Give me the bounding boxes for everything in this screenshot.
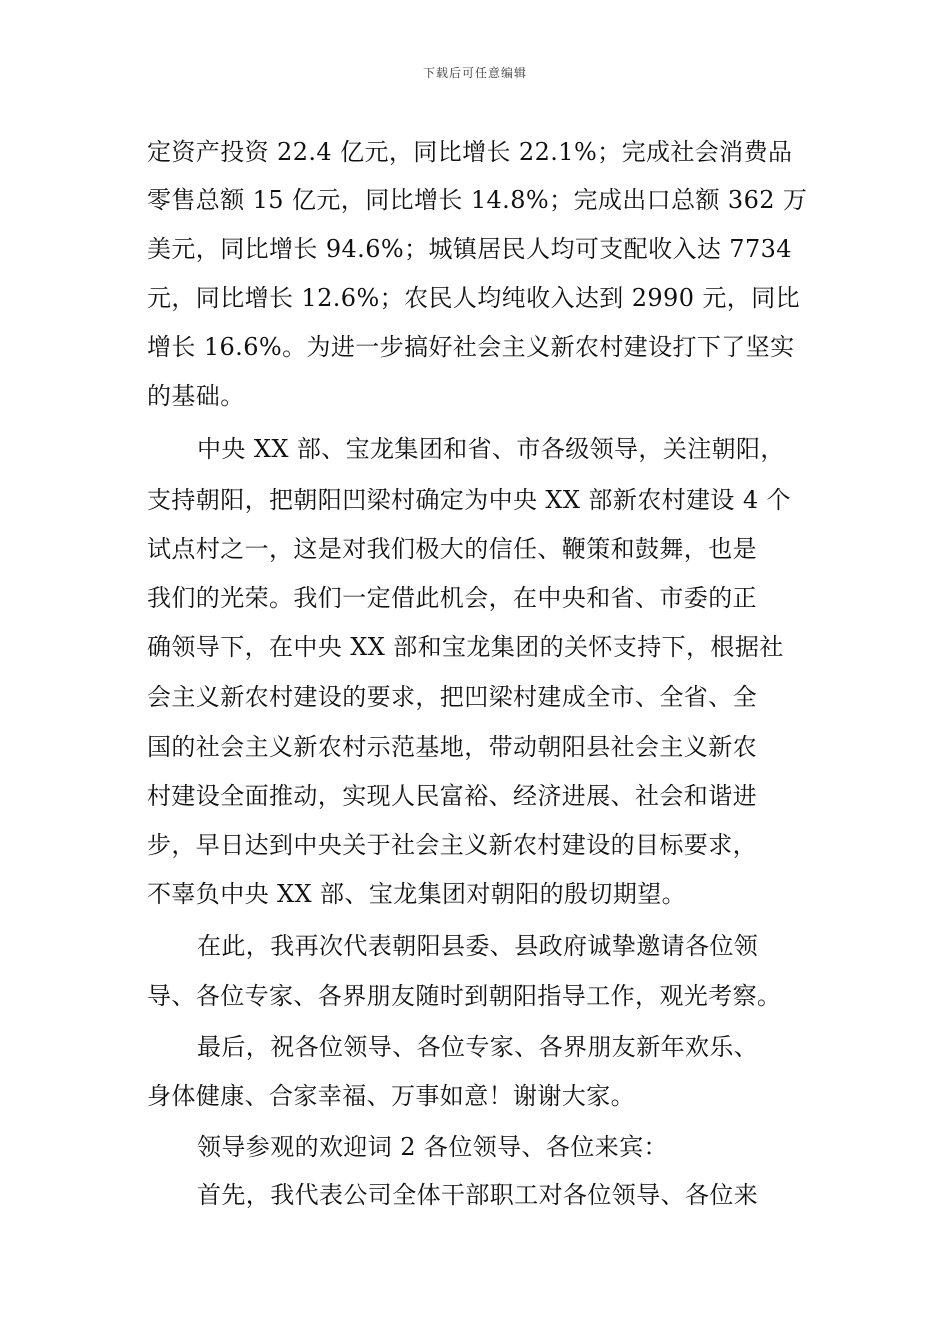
text-line: 导、各位专家、各界朋友随时到朝阳指导工作，观光考察。 (147, 982, 782, 1010)
page-header: 下载后可任意编辑 (422, 66, 527, 80)
text-line: 试点村之一，这是对我们极大的信任、鞭策和鼓舞，也是 (147, 535, 757, 563)
text-line: 国的社会主义新农村示范基地，带动朝阳县社会主义新农 (147, 733, 757, 761)
text-line: 美元，同比增长 94.6%；城镇居民人均可支配收入达 7734 (147, 235, 792, 263)
paragraph-first-line: 在此，我再次代表朝阳县委、县政府诚挚邀请各位领 (197, 932, 759, 960)
text-line: 会主义新农村建设的要求，把凹梁村建成全市、全省、全 (147, 683, 757, 711)
paragraph-first-line: 最后，祝各位领导、各位专家、各界朋友新年欢乐、 (197, 1033, 759, 1061)
text-line: 不辜负中央 XX 部、宝龙集团对朝阳的殷切期望。 (147, 880, 687, 908)
text-line: 支持朝阳，把朝阳凹梁村确定为中央 XX 部新农村建设 4 个 (147, 486, 791, 514)
text-line: 的基础。 (147, 382, 245, 410)
text-line: 零售总额 15 亿元，同比增长 14.8%；完成出口总额 362 万 (147, 186, 808, 214)
text-line: 定资产投资 22.4 亿元，同比增长 22.1%；完成社会消费品 (147, 138, 793, 166)
text-line: 我们的光荣。我们一定借此机会，在中央和省、市委的正 (147, 584, 757, 612)
text-line: 确领导下，在中央 XX 部和宝龙集团的关怀支持下，根据社 (147, 633, 784, 661)
text-line: 身体健康、合家幸福、万事如意！谢谢大家。 (147, 1082, 635, 1110)
paragraph-first-line: 首先，我代表公司全体干部职工对各位领导、各位来 (197, 1181, 759, 1209)
paragraph-first-line: 中央 XX 部、宝龙集团和省、市各级领导，关注朝阳， (197, 435, 785, 463)
text-line: 元，同比增长 12.6%；农民人均纯收入达到 2990 元，同比 (147, 284, 801, 312)
text-line: 增长 16.6%。为进一步搞好社会主义新农村建设打下了坚实 (147, 333, 795, 361)
paragraph-first-line: 领导参观的欢迎词 2 各位领导、各位来宾： (197, 1133, 668, 1161)
text-line: 村建设全面推动，实现人民富裕、经济进展、社会和谐进 (147, 782, 757, 810)
text-line: 步，早日达到中央关于社会主义新农村建设的目标要求， (147, 831, 757, 859)
